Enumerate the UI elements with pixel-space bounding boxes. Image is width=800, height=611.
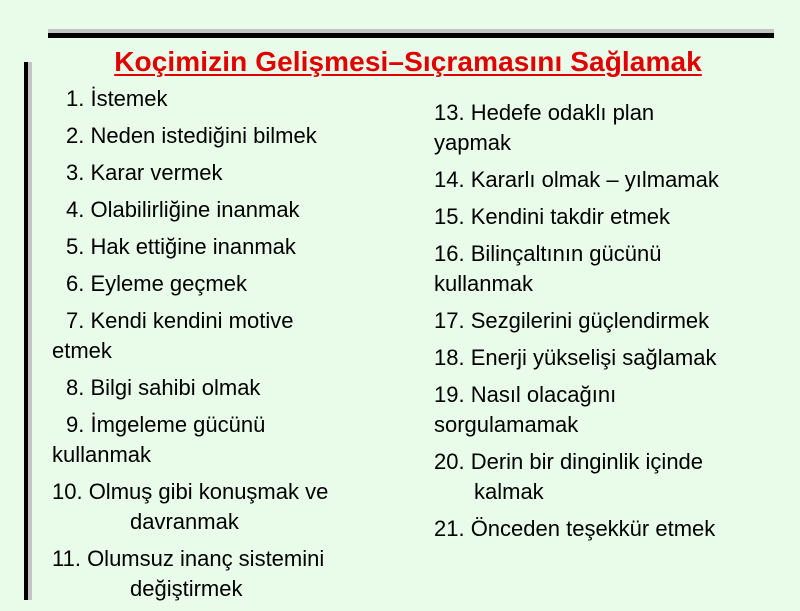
list-item: 13. Hedefe odaklı plan yapmak: [434, 100, 655, 155]
list-item: 11. Olumsuz inanç sistemini değiştirmek: [52, 546, 325, 601]
list-item: 4. Olabilirliğine inanmak: [66, 197, 300, 222]
list-item: 15. Kendini takdir etmek: [434, 204, 671, 229]
list-item: 16. Bilinçaltının gücünü kullanmak: [434, 241, 662, 296]
list-item: 8. Bilgi sahibi olmak: [66, 375, 261, 400]
top-rule-black: [48, 33, 774, 38]
left-list: [52, 84, 412, 611]
slide-title: Koçimizin Gelişmesi–Sıçramasını Sağlamak: [114, 46, 702, 77]
left-rule-gray: [28, 62, 32, 600]
right-list: [434, 98, 784, 551]
list-item: 6. Eyleme geçmek: [66, 271, 247, 296]
list-item: 9. İmgeleme gücünü kullanmak: [52, 412, 266, 467]
list-item: 1. İstemek: [66, 86, 168, 111]
list-item: 10. Olmuş gibi konuşmak ve davranmak: [52, 479, 329, 534]
list-item: 5. Hak ettiğine inanmak: [66, 234, 296, 259]
list-item: 17. Sezgilerini güçlendirmek: [434, 308, 710, 333]
list-item: 7. Kendi kendini motive etmek: [52, 308, 294, 363]
list-item: 19. Nasıl olacağını sorgulamamak: [434, 382, 617, 437]
list-item: 21. Önceden teşekkür etmek: [434, 516, 716, 541]
list-item: 18. Enerji yükselişi sağlamak: [434, 345, 717, 370]
list-item: 14. Kararlı olmak – yılmamak: [434, 167, 719, 192]
list-item: 2. Neden istediğini bilmek: [66, 123, 317, 148]
list-item: 3. Karar vermek: [66, 160, 223, 185]
list-item: 20. Derin bir dinginlik içinde kalmak: [434, 449, 704, 504]
